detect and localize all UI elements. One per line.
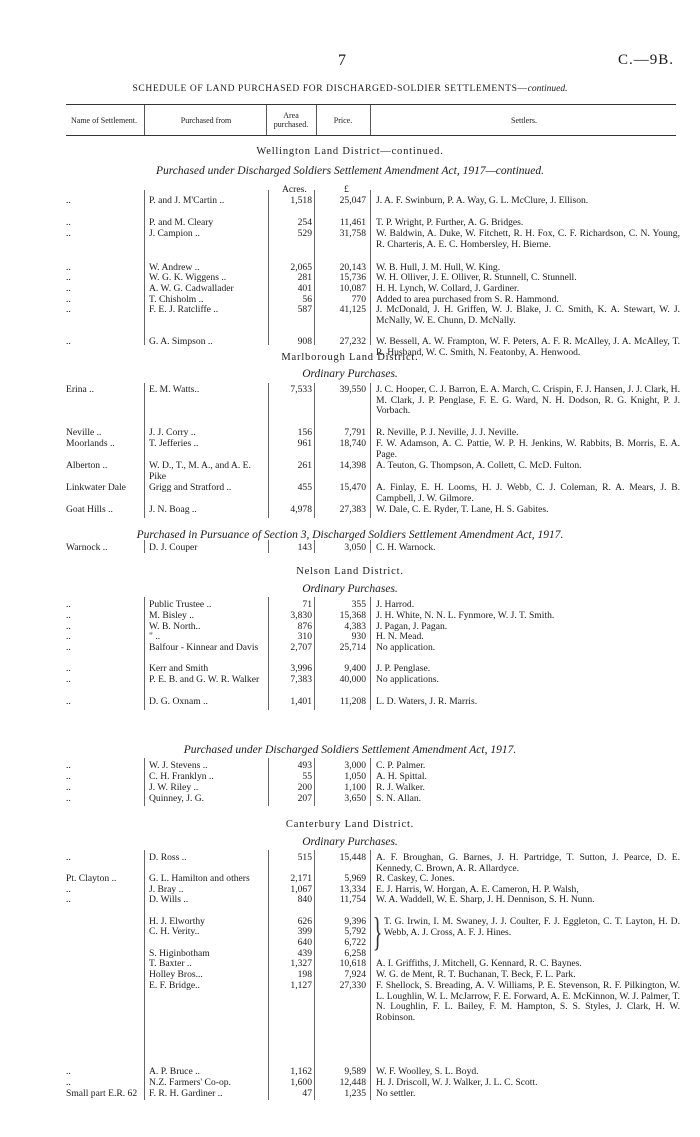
purchased-from-cell: S. Higinbotham	[149, 948, 210, 959]
column-rule	[314, 383, 315, 518]
price-cell: 10,087	[339, 283, 366, 294]
settlers-cell: A. F. Broughan, G. Barnes, J. H. Partridge, T. Sutton, J. Pearce, D. E. Kennedy, C. Brown, A. R. Allardyce.	[376, 852, 680, 874]
purchased-from-cell: D. G. Oxnam ..	[149, 696, 208, 707]
area-cell: 439	[297, 948, 312, 959]
purchased-from-cell: F. E. J. Ratcliffe ..	[149, 304, 219, 315]
settlers-cell: C. P. Palmer.	[376, 760, 426, 771]
price-cell: 27,330	[339, 980, 366, 991]
purchased-from-cell: H. J. Elworthy	[149, 916, 205, 927]
area-cell: 3,996	[290, 663, 312, 674]
price-cell: 12,448	[339, 1077, 366, 1088]
settlement-cell: Linkwater Dale	[66, 483, 126, 493]
units-pounds: £	[344, 184, 349, 195]
column-rule	[268, 383, 269, 518]
page-number: 7	[338, 52, 346, 69]
settlers-cell: A. H. Spittal.	[376, 771, 427, 782]
area-cell: 515	[297, 852, 312, 863]
settlers-cell: H. J. Driscoll, W. J. Walker, J. L. C. Scott.	[376, 1077, 538, 1088]
price-cell: 5,969	[344, 873, 366, 884]
column-header-price: Price.	[316, 105, 369, 135]
column-rule	[144, 850, 145, 1100]
settlement-cell: ..	[66, 643, 71, 653]
district-heading: Canterbury Land District.	[285, 819, 415, 830]
schedule-title-main: SCHEDULE OF LAND PURCHASED FOR DISCHARGED-SOLDIER SETTLEMENTS—	[132, 84, 528, 94]
area-cell: 200	[297, 782, 312, 793]
settlers-cell: No application.	[376, 642, 436, 653]
settlement-cell: ..	[66, 1067, 71, 1077]
settlement-cell: ..	[66, 697, 71, 707]
column-rule	[314, 540, 315, 553]
column-rule	[144, 597, 145, 710]
purchased-from-cell: W. J. Stevens ..	[149, 760, 208, 771]
purchased-from-cell: N.Z. Farmers' Co-op.	[149, 1077, 231, 1088]
column-rule	[144, 190, 145, 345]
purchased-from-cell: D. Wills ..	[149, 894, 189, 905]
units-acres: Acres.	[282, 184, 307, 195]
purchased-from-cell: C. H. Franklyn ..	[149, 771, 214, 782]
area-cell: 198	[297, 969, 312, 980]
area-cell: 254	[297, 217, 312, 228]
area-cell: 626	[297, 916, 312, 927]
area-cell: 55	[302, 771, 312, 782]
purchased-from-cell: W. G. K. Wiggens ..	[149, 272, 227, 283]
area-cell: 4,978	[290, 504, 312, 515]
price-cell: 11,754	[339, 894, 366, 905]
settlers-cell: J. McDonald, J. H. Griffen, W. J. Blake, J. C. Smith, K. A. Stewart, W. J. McNally, W. E. Chunn, D. McNally.	[376, 304, 680, 326]
settlement-cell: ..	[66, 761, 71, 771]
area-cell: 261	[297, 460, 312, 471]
settlement-cell: Warnock ..	[66, 543, 108, 553]
settlement-cell: ..	[66, 885, 71, 895]
column-rule	[144, 540, 145, 553]
column-header-purchased-from: Purchased from	[144, 105, 267, 135]
area-cell: 143	[297, 542, 312, 553]
price-cell: 3,650	[344, 793, 366, 804]
price-cell: 15,470	[339, 482, 366, 493]
purchased-from-cell: G. L. Hamilton and others	[149, 873, 250, 884]
settlers-cell: R. Neville, P. J. Neville, J. J. Neville.	[376, 427, 519, 438]
purchased-from-cell: J. N. Boag ..	[149, 504, 197, 515]
settlers-cell: T. P. Wright, P. Further, A. G. Bridges.	[376, 217, 524, 228]
area-cell: 56	[302, 294, 312, 305]
purchased-from-cell: C. H. Verity..	[149, 926, 200, 937]
subsection-heading: Purchased in Pursuance of Section 3, Discharged Soldiers Settlement Amendment Act, 1917.	[136, 529, 564, 541]
area-cell: 1,162	[290, 1066, 312, 1077]
area-cell: 399	[297, 926, 312, 937]
settlers-cell: J. Harrod.	[376, 599, 415, 610]
settlers-cell: W. H. Olliver, J. E. Olliver, R. Stunnell, C. Stunnell.	[376, 272, 577, 283]
purchased-from-cell: M. Bisley ..	[149, 610, 195, 621]
price-cell: 41,125	[339, 304, 366, 315]
settlement-cell: ..	[66, 664, 71, 674]
district-heading: Marlborough Land District.	[281, 352, 419, 363]
document-reference: C.—9B.	[617, 52, 674, 68]
price-cell: 18,740	[339, 438, 366, 449]
price-cell: 3,050	[344, 542, 366, 553]
settlers-cell: No applications.	[376, 674, 439, 685]
purchased-from-cell: Grigg and Stratford ..	[149, 482, 232, 493]
price-cell: 25,714	[339, 642, 366, 653]
area-cell: 156	[297, 427, 312, 438]
settlement-cell: ..	[66, 783, 71, 793]
purchased-from-cell: T. Baxter ..	[149, 958, 192, 969]
settlers-cell: H. H. Lynch, W. Collard, J. Gardiner.	[376, 283, 520, 294]
settlement-cell: ..	[66, 1078, 71, 1088]
price-cell: 11,461	[339, 217, 366, 228]
column-rule	[370, 383, 371, 518]
area-cell: 310	[297, 631, 312, 642]
purchased-from-cell: Holley Bros...	[149, 969, 203, 980]
settlement-cell: ..	[66, 218, 71, 228]
purchased-from-cell: E. F. Bridge..	[149, 980, 200, 991]
price-cell: 7,924	[344, 969, 366, 980]
settlement-cell: ..	[66, 675, 71, 685]
purchased-from-cell: D. J. Couper	[149, 542, 198, 553]
price-cell: 15,736	[339, 272, 366, 283]
district-heading: Wellington Land District—continued.	[256, 146, 444, 157]
price-cell: 31,758	[339, 228, 366, 239]
area-cell: 2,707	[290, 642, 312, 653]
settlement-cell: Moorlands ..	[66, 439, 115, 449]
area-cell: 1,127	[290, 980, 312, 991]
settlers-cell: W. G. de Ment, R. T. Buchanan, T. Beck, F. L. Park.	[376, 969, 576, 980]
purchased-from-cell: W. B. North..	[149, 621, 201, 632]
price-cell: 9,396	[344, 916, 366, 927]
settlers-cell: F. W. Adamson, A. C. Pattie, W. P. H. Jenkins, W. Rabbits, B. Morris, E. A. Page.	[376, 438, 680, 460]
settlement-cell: ..	[66, 622, 71, 632]
price-cell: 1,050	[344, 771, 366, 782]
column-rule	[370, 850, 371, 1100]
purchased-from-cell: J. Bray ..	[149, 884, 184, 895]
price-cell: 6,258	[344, 948, 366, 959]
area-cell: 2,065	[290, 262, 312, 273]
settlers-cell: H. N. Mead.	[376, 631, 424, 642]
column-rule	[370, 597, 371, 710]
price-cell: 1,100	[344, 782, 366, 793]
district-heading: Nelson Land District.	[296, 566, 404, 577]
settlement-cell: ..	[66, 229, 71, 239]
settlement-cell: ..	[66, 273, 71, 283]
settlement-cell: ..	[66, 772, 71, 782]
settlers-cell: A. Finlay, E. H. Looms, H. J. Webb, C. J. Coleman, R. A. Mears, J. B. Campbell, J. W. Gilmore.	[376, 482, 680, 504]
settlement-cell: Goat Hills ..	[66, 505, 113, 515]
purchased-from-cell: W. Andrew ..	[149, 262, 200, 273]
subsection-heading: Ordinary Purchases.	[302, 836, 398, 848]
column-rule	[370, 190, 371, 345]
price-cell: 5,792	[344, 926, 366, 937]
settlement-cell: ..	[66, 305, 71, 315]
settlement-cell: ..	[66, 284, 71, 294]
area-cell: 961	[297, 438, 312, 449]
price-cell: 39,550	[339, 384, 366, 395]
settlement-cell: Small part E.R. 62	[66, 1089, 138, 1099]
area-cell: 640	[297, 937, 312, 948]
column-rule	[314, 597, 315, 710]
purchased-from-cell: A. W. G. Cadwallader	[149, 283, 234, 294]
area-cell: 1,401	[290, 696, 312, 707]
price-cell: 40,000	[339, 674, 366, 685]
settlement-cell: Neville ..	[66, 428, 102, 438]
purchased-from-cell: E. M. Watts..	[149, 384, 200, 395]
purchased-from-cell: P. and M. Cleary	[149, 217, 214, 228]
subsection-heading: Purchased under Discharged Soldiers Settlement Amendment Act, 1917—continued.	[155, 165, 545, 177]
column-header-settlers: Settlers.	[370, 105, 677, 135]
settlement-cell: ..	[66, 196, 71, 206]
braced-settlers: T. G. Irwin, I. M. Swaney, J. J. Coulter, F. J. Eggleton, C. T. Layton, H. D. Webb, A. J. Cross, A. F. J. Hines.	[384, 916, 680, 938]
price-cell: 4,383	[344, 621, 366, 632]
column-rule	[144, 758, 145, 806]
purchased-from-cell: Balfour - Kinnear and Davis	[149, 642, 259, 653]
price-cell: 9,400	[344, 663, 366, 674]
purchased-from-cell: J. Campion ..	[149, 228, 200, 239]
area-cell: 455	[297, 482, 312, 493]
schedule-title-continued: continued.	[527, 84, 568, 94]
settlement-cell: ..	[66, 632, 71, 642]
purchased-from-cell: P. E. B. and G. W. R. Walker	[149, 674, 260, 685]
settlers-cell: W. B. Hull, J. M. Hull, W. King.	[376, 262, 501, 273]
settlers-cell: L. D. Waters, J. R. Marris.	[376, 696, 478, 707]
area-cell: 7,533	[290, 384, 312, 395]
price-cell: 3,000	[344, 760, 366, 771]
price-cell: 27,383	[339, 504, 366, 515]
price-cell: 20,143	[339, 262, 366, 273]
purchased-from-cell: Public Trustee ..	[149, 599, 212, 610]
area-cell: 1,067	[290, 884, 312, 895]
purchased-from-cell: F. R. H. Gardiner ..	[149, 1088, 223, 1099]
purchased-from-cell: G. A. Simpson ..	[149, 336, 213, 347]
area-cell: 587	[297, 304, 312, 315]
purchased-from-cell: W. D., T., M. A., and A. E. Pike	[149, 460, 251, 482]
price-cell: 27,232	[339, 336, 366, 347]
price-cell: 15,368	[339, 610, 366, 621]
settlement-cell: ..	[66, 263, 71, 273]
settlement-cell: ..	[66, 895, 71, 905]
price-cell: 7,791	[344, 427, 366, 438]
area-cell: 71	[302, 599, 312, 610]
price-cell: 11,208	[339, 696, 366, 707]
settlement-cell: Erina ..	[66, 385, 94, 395]
area-cell: 1,327	[290, 958, 312, 969]
purchased-from-cell: T. Jefferies ..	[149, 438, 199, 449]
settlers-cell: W. Baldwin, A. Duke, W. Fitchett, R. H. Fox, C. F. Richardson, C. N. Young, R. Charteris, A. E. C. Hombersley, H. Bierne.	[376, 228, 680, 250]
settlement-cell: ..	[66, 853, 71, 863]
area-cell: 2,171	[290, 873, 312, 884]
area-cell: 840	[297, 894, 312, 905]
column-rule	[370, 758, 371, 806]
settlers-cell: S. N. Allan.	[376, 793, 422, 804]
column-rule	[144, 383, 145, 518]
settlers-cell: J. C. Hooper, C. J. Barron, E. A. March, C. Crispin, F. J. Hansen, J. J. Clark, H. M. Clark, J. P. Penglase, F. E. G. Ward, N. H. Dodson, R. G. Knight, P. J. Vorbach.	[376, 384, 680, 417]
purchased-from-cell: Quinney, J. G.	[149, 793, 205, 804]
price-cell: 15,448	[339, 852, 366, 863]
settlers-cell: No settler.	[376, 1088, 416, 1099]
price-cell: 13,334	[339, 884, 366, 895]
settlement-cell: ..	[66, 794, 71, 804]
purchased-from-cell: J. W. Riley ..	[149, 782, 199, 793]
area-cell: 281	[297, 272, 312, 283]
column-header-area: Area purchased.	[266, 105, 315, 135]
purchased-from-cell: Kerr and Smith	[149, 663, 209, 674]
purchased-from-cell: J. J. Corry ..	[149, 427, 196, 438]
schedule-title	[0, 84, 700, 94]
settlers-cell: A. I. Griffiths, J. Mitchell, G. Kennard, R. C. Baynes.	[376, 958, 582, 969]
settlers-cell: C. H. Warnock.	[376, 542, 436, 553]
settlers-cell: J. P. Penglase.	[376, 663, 431, 674]
settlement-cell: ..	[66, 600, 71, 610]
area-cell: 876	[297, 621, 312, 632]
area-cell: 401	[297, 283, 312, 294]
price-cell: 25,047	[339, 195, 366, 206]
subsection-heading: Ordinary Purchases.	[302, 583, 398, 595]
settlers-cell: J. Pagan, J. Pagan.	[376, 621, 448, 632]
settlement-cell: ..	[66, 337, 71, 347]
settlement-cell: ..	[66, 611, 71, 621]
settlers-cell: W. A. Waddell, W. E. Sharp, J. H. Dennison, S. H. Nunn.	[376, 894, 595, 905]
price-cell: 1,235	[344, 1088, 366, 1099]
area-cell: 1,600	[290, 1077, 312, 1088]
settlers-cell: Added to area purchased from S. R. Hammond.	[376, 294, 559, 305]
price-cell: 355	[351, 599, 366, 610]
settlers-cell: J. A. F. Swinburn, P. A. Way, G. L. McClure, J. Ellison.	[376, 195, 589, 206]
purchased-from-cell: " ..	[149, 631, 161, 642]
subsection-heading: Purchased under Discharged Soldiers Settlement Amendment Act, 1917.	[183, 744, 517, 756]
column-rule	[314, 190, 315, 345]
settlers-cell: W. Bessell, A. W. Frampton, W. F. Peters, A. F. R. McAlley, J. A. McAlley, T. R. Husband, W. C. Smith, N. Featonby, A. Henwood.	[376, 336, 680, 358]
area-cell: 3,830	[290, 610, 312, 621]
area-cell: 529	[297, 228, 312, 239]
column-rule	[370, 540, 371, 553]
price-cell: 10,618	[339, 958, 366, 969]
price-cell: 6,722	[344, 937, 366, 948]
price-cell: 770	[351, 294, 366, 305]
price-cell: 9,589	[344, 1066, 366, 1077]
column-header-settlement: Name of Settlement.	[71, 115, 137, 125]
purchased-from-cell: D. Ross ..	[149, 852, 187, 863]
settlers-cell: F. Shellock, S. Breading, A. V. Williams, P. E. Stevenson, R. F. Pilkington, W. L. Loughlin, W. L. McJarrow, F. E. Forward, A. E. McKinnon, W. J. Palmer, T. N. Loughlin, F. L. Bailey, F. M. Hampton, S. S. Styles, J. Clark, H. W. Robinson.	[376, 980, 680, 1023]
area-cell: 908	[297, 336, 312, 347]
settlers-cell: W. F. Woolley, S. L. Boyd.	[376, 1066, 479, 1077]
settlers-cell: R. J. Walker.	[376, 782, 425, 793]
settlement-cell: Alberton ..	[66, 461, 108, 471]
settlers-cell: J. H. White, N. N. L. Fynmore, W. J. T. Smith.	[376, 610, 555, 621]
settlers-cell: E. J. Harris, W. Horgan, A. E. Cameron, H. P. Walsh,	[376, 884, 579, 895]
purchased-from-cell: P. and J. M'Cartin ..	[149, 195, 225, 206]
settlers-cell: A. Teuton, G. Thompson, A. Collett, C. McD. Fulton.	[376, 460, 582, 471]
area-cell: 493	[297, 760, 312, 771]
settlers-cell: R. Caskey, C. Jones.	[376, 873, 455, 884]
column-rule	[314, 850, 315, 1100]
purchased-from-cell: T. Chisholm ..	[149, 294, 204, 305]
area-cell: 207	[297, 793, 312, 804]
area-cell: 47	[302, 1088, 312, 1099]
brace-mark: }	[372, 909, 383, 954]
settlement-cell: ..	[66, 295, 71, 305]
price-cell: 14,398	[339, 460, 366, 471]
price-cell: 930	[351, 631, 366, 642]
area-cell: 7,383	[290, 674, 312, 685]
subsection-heading: Ordinary Purchases.	[302, 368, 398, 380]
purchased-from-cell: A. P. Bruce ..	[149, 1066, 200, 1077]
column-header-row	[66, 104, 676, 136]
settlement-cell: Pt. Clayton ..	[66, 874, 117, 884]
settlers-cell: W. Dale, C. E. Ryder, T. Lane, H. S. Gabites.	[376, 504, 549, 515]
column-rule	[314, 758, 315, 806]
area-cell: 1,518	[290, 195, 312, 206]
